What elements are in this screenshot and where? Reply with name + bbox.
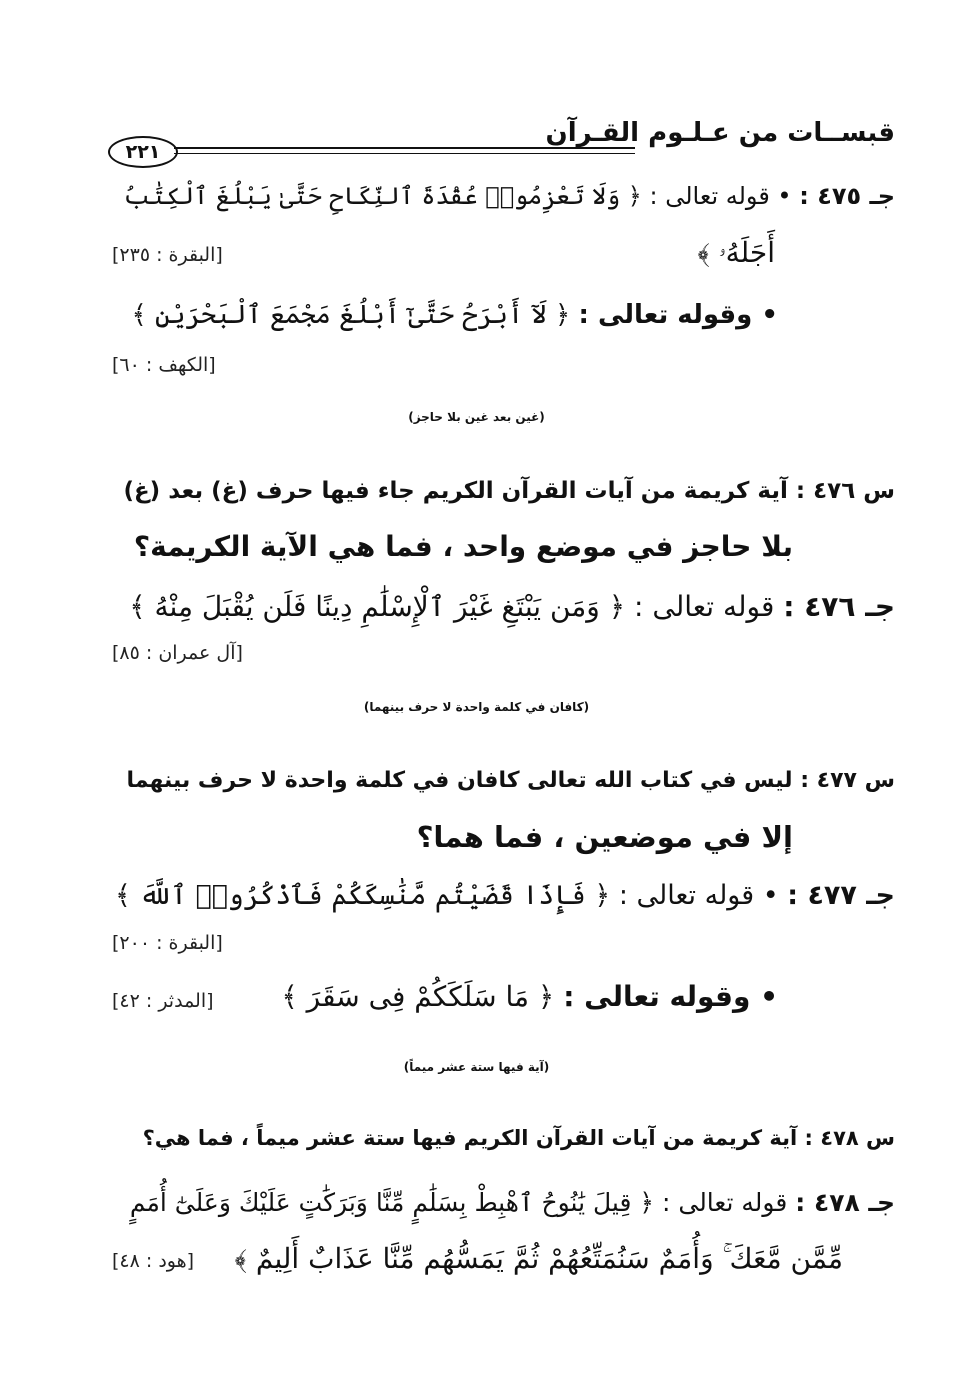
verse-intro: • وقوله تعالى : [578, 300, 778, 330]
quran-verse: ﴿ لَآ أَبْرَحُ حَتَّىٰٓ أَبْلُغَ مَجْمَعَ ٱلْبَحْرَيْنِ ﴾ [131, 300, 571, 330]
question-478-line-1 [143, 1126, 895, 1150]
question-476-line-1 [123, 478, 895, 504]
verse-intro: • وقوله تعالى : [563, 980, 778, 1013]
question-label: س ٤٧٦ : [795, 478, 895, 504]
answer-478-line-1 [130, 1188, 895, 1217]
verse-reference: [هود : ٤٨] [112, 1250, 195, 1272]
answer-label: جـ ٤٧٦ : [783, 590, 895, 623]
verse-reference: [البقرة : ٢٠٠] [112, 932, 223, 954]
section-heading-477: (كافان في كلمة واحدة لا حرف بينهما) [363, 700, 590, 714]
section-heading-478: (آية فيها ستة عشر ميماً) [403, 1060, 550, 1074]
question-477-line-2 [417, 820, 793, 854]
answer-477-line-2 [281, 980, 778, 1013]
verse-reference: [آل عمران : ٨٥] [112, 642, 243, 664]
quran-verse: ﴿ وَلَا تَعْزِمُوا۟ عُقْدَةَ ٱلنِّكَاحِ حَتَّىٰ يَبْلُغَ ٱلْكِتَٰبُ [123, 182, 642, 210]
verse-intro: • قوله تعالى : [649, 182, 792, 210]
quran-verse: ﴿ قِيلَ يَٰنُوحُ ٱهْبِطْ بِسَلَٰمٍ مِّنَّا وَبَرَكَٰتٍ عَلَيْكَ وَعَلَىٰٓ أُمَمٍ [129, 1188, 655, 1217]
answer-478-line-2 [235, 1242, 843, 1276]
answer-label: جـ ٤٧٨ : [795, 1188, 895, 1217]
header-rule [174, 147, 635, 149]
answer-label: جـ ٤٧٥ : [799, 182, 895, 210]
quran-verse: ﴿ وَمَن يَبْتَغِ غَيْرَ ٱلْإِسْلَٰمِ دِينًا فَلَن يُقْبَلَ مِنْهُ ﴾ [129, 590, 626, 623]
quran-verse-continued: أَجَلَهُۥ ﴾ [697, 236, 775, 269]
verse-reference: [البقرة : ٢٣٥] [112, 244, 223, 266]
quran-verse: ﴿ مَا سَلَكَكُمْ فِى سَقَرَ ﴾ [281, 980, 555, 1013]
answer-475-line-3 [132, 300, 778, 330]
question-476-line-2 [134, 530, 793, 563]
page-number: ٢٢١ [108, 136, 178, 168]
quran-verse-continued: مِّمَّن مَّعَكَ ۚ وَأُمَمٌ سَنُمَتِّعُهُمْ ثُمَّ يَمَسُّهُم مِّنَّا عَذَابٌ أَلِيمٌ ﴾ [234, 1242, 843, 1275]
question-477-line-1 [127, 768, 895, 793]
page-header [108, 112, 895, 166]
verse-intro: قوله تعالى : [661, 1188, 788, 1217]
question-text: آية كريمة من آيات القرآن الكريم جاء فيها حرف (غ) بعد (غ) [123, 478, 788, 504]
question-text: آية كريمة من آيات القرآن الكريم فيها ستة عشر ميماً ، فما هي؟ [142, 1126, 798, 1150]
section-heading-476: (غين بعد غين بلا حاجز) [408, 410, 545, 424]
header-rule-thin [174, 153, 635, 154]
answer-475-line-1 [124, 182, 895, 210]
question-label: س ٤٧٨ : [804, 1126, 895, 1150]
running-title: قبســات من عـلـوم القـرآن [545, 118, 895, 148]
verse-reference: [الكهف : ٦٠] [112, 354, 216, 376]
verse-reference: [المدثر : ٤٢] [112, 990, 214, 1012]
question-text: بلا حاجز في موضع واحد ، فما هي الآية الكريمة؟ [133, 530, 793, 563]
answer-475-line-2 [697, 236, 775, 270]
question-label: س ٤٧٧ : [800, 768, 895, 793]
verse-intro: • قوله تعالى : [618, 880, 779, 911]
verse-intro: قوله تعالى : [634, 590, 775, 623]
answer-476-line [129, 590, 895, 623]
answer-label: جـ ٤٧٧ : [787, 880, 895, 911]
question-text: ليس في كتاب الله تعالى كافان في كلمة واحدة لا حرف بينهما [126, 768, 793, 793]
quran-verse: ﴿ فَإِذَا قَضَيْتُم مَّنَٰسِكَكُمْ فَٱذْكُرُوا۟ ٱللَّهَ ﴾ [115, 880, 611, 911]
question-text: إلا في موضعين ، فما هما؟ [416, 820, 793, 854]
answer-477-line-1 [115, 880, 895, 911]
